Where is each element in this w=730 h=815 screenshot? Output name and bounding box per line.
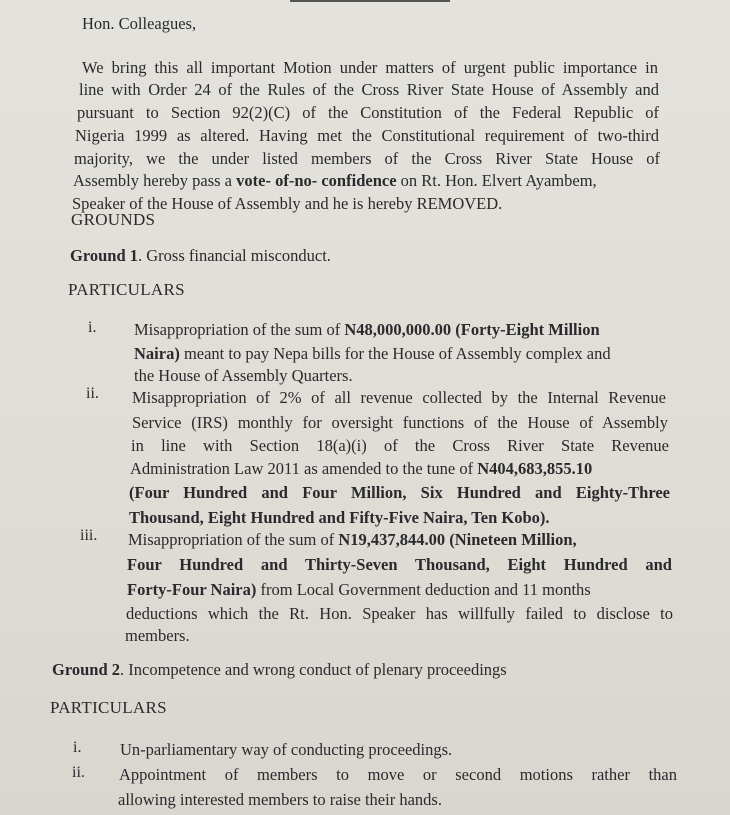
item-1-line-3: the House of Assembly Quarters. [134, 366, 353, 385]
item-numeral: ii. [72, 764, 85, 781]
item-1-line-1: Misappropriation of the sum of N48,000,000.00 (Forty-Eight Million [134, 320, 600, 339]
intro-line-1: We bring this all important Motion under matters of urgent public importance in [82, 58, 658, 77]
item-3-line-3: Forty-Four Naira) from Local Government deduction and 11 months [127, 580, 591, 599]
ground2-item-2-line-1: Appointment of members to move or second motions rather than [119, 765, 677, 784]
item-1-line-2: Naira) meant to pay Nepa bills for the House of Assembly complex and [134, 344, 611, 363]
intro-line-2: line with Order 24 of the Rules of the Cross River State House of Assembly and [79, 80, 659, 99]
intro-line-3: pursuant to Section 92(2)(C) of the Constitution of the Federal Republic of [77, 103, 659, 122]
item-3-line-1: Misappropriation of the sum of N19,437,844.00 (Nineteen Million, [128, 530, 577, 549]
item-3-line-5: members. [125, 626, 190, 645]
ground-1: Ground 1. Gross financial misconduct. [70, 246, 331, 265]
item-2-line-3: in line with Section 18(a)(i) of the Cross River State Revenue [131, 436, 669, 455]
item-2-line-1: Misappropriation of 2% of all revenue collected by the Internal Revenue [132, 388, 666, 407]
title-underline [290, 0, 450, 2]
intro-line-4: Nigeria 1999 as altered. Having met the Constitutional requirement of two-third [75, 126, 659, 145]
intro-line-7: Speaker of the House of Assembly and he is hereby REMOVED. [72, 194, 503, 213]
particulars-heading-2: PARTICULARS [50, 698, 167, 717]
ground-2: Ground 2. Incompetence and wrong conduct of plenary proceedings [52, 660, 507, 679]
item-numeral: iii. [80, 527, 98, 544]
intro-line-5: majority, we the under listed members of the Cross River State House of [74, 149, 660, 168]
item-2-line-2: Service (IRS) monthly for oversight functions of the House of Assembly [132, 413, 668, 432]
particulars-heading-1: PARTICULARS [68, 280, 185, 299]
item-2-line-4: Administration Law 2011 as amended to the tune of N404,683,855.10 [130, 459, 593, 478]
ground2-item-1-line-1: Un-parliamentary way of conducting proceedings. [120, 740, 453, 759]
item-numeral: i. [88, 319, 97, 336]
item-numeral: ii. [86, 385, 99, 402]
item-3-line-4: deductions which the Rt. Hon. Speaker has willfully failed to disclose to [126, 604, 673, 623]
grounds-heading: GROUNDS [71, 210, 156, 229]
item-3-line-2: Four Hundred and Thirty-Seven Thousand, Eight Hundred and [127, 555, 672, 574]
ground2-item-2-line-2: allowing interested members to raise their hands. [118, 790, 442, 809]
item-numeral: i. [73, 739, 82, 756]
item-2-line-5: (Four Hundred and Four Million, Six Hundred and Eighty-Three [129, 483, 670, 502]
salutation: Hon. Colleagues, [82, 14, 197, 33]
item-2-line-6: Thousand, Eight Hundred and Fifty-Five Naira, Ten Kobo). [129, 508, 550, 527]
intro-line-6: Assembly hereby pass a vote- of-no- confidence on Rt. Hon. Elvert Ayambem, [73, 171, 597, 190]
